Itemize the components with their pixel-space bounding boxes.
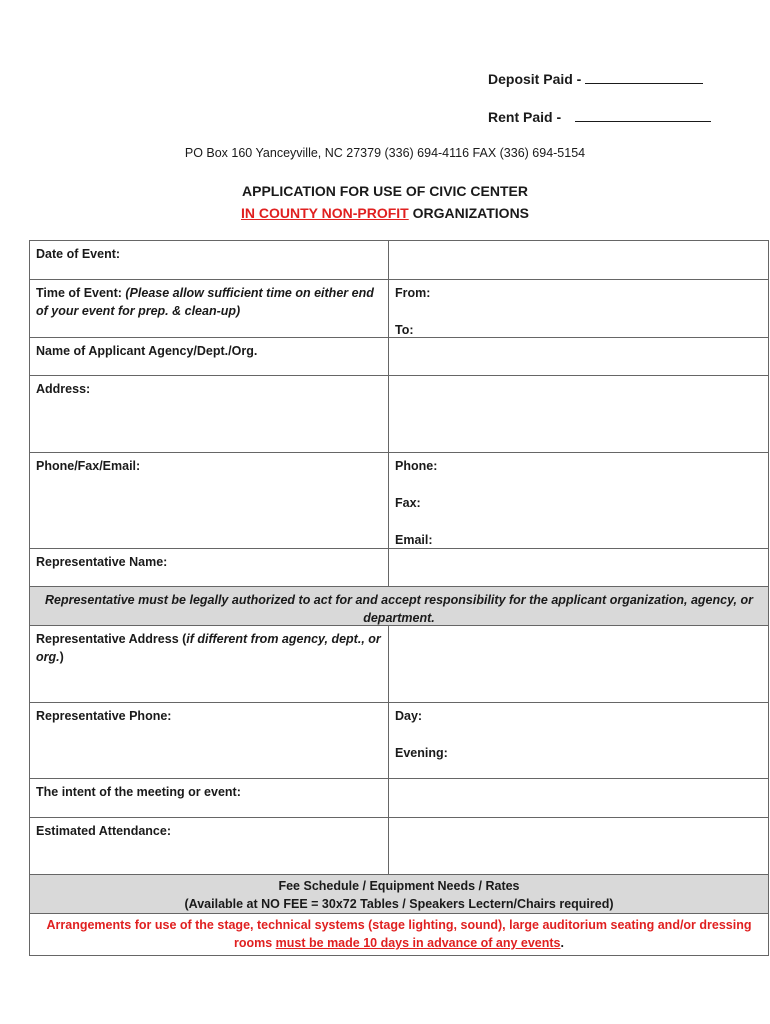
deposit-paid-line [488, 70, 703, 87]
rep-phone-fields [389, 703, 768, 778]
rent-paid-line [488, 108, 711, 125]
row-time-applicant [30, 280, 768, 376]
title-in-county: IN COUNTY NON-PROFIT [240, 205, 409, 221]
contact-address: PO Box 160 Yanceyville, NC 27379 (336) 694-4116 FAX (336) 694-5154 [184, 146, 586, 160]
row-rep-address [30, 626, 768, 703]
applicant-label: Name of Applicant Agency/Dept./Org. [30, 337, 388, 364]
contact-fields [389, 453, 768, 586]
rep-authorization-note: Representative must be legally authorized to act for and accept responsibility for the applicant organization, agency, or department. [30, 587, 768, 625]
title-line-1: APPLICATION FOR USE OF CIVIC CENTER [242, 183, 528, 199]
title-line-2 [0, 202, 770, 224]
fax-field[interactable]: Fax: [395, 496, 421, 510]
email-field[interactable]: Email: [395, 533, 433, 547]
row-date [30, 241, 768, 280]
arrangements-deadline: must be made 10 days in advance of any events [275, 936, 561, 950]
address-label: Address: [30, 376, 389, 452]
rep-name-field[interactable] [389, 548, 768, 587]
rep-address-field[interactable] [389, 626, 768, 702]
rep-address-label-b: if different from agency, dept., or org. [36, 632, 381, 664]
from-field[interactable]: From: [395, 286, 431, 300]
to-field[interactable]: To: [395, 323, 414, 337]
row-address [30, 376, 768, 453]
attendance-label: Estimated Attendance: [30, 818, 389, 874]
row-attendance [30, 818, 768, 875]
intent-field[interactable] [389, 779, 768, 817]
row-arrangements [30, 914, 768, 955]
date-field[interactable] [389, 241, 768, 279]
arrangements-period: . [560, 936, 564, 950]
contact-label: Phone/Fax/Email: [36, 459, 141, 473]
rep-address-label-a: Representative Address ( [36, 632, 187, 646]
deposit-paid-label: Deposit Paid - [488, 71, 582, 87]
time-label: Time of Event: [36, 286, 122, 300]
rep-phone-label: Representative Phone: [30, 703, 389, 778]
intent-label: The intent of the meeting or event: [30, 779, 389, 817]
day-field[interactable]: Day: [395, 709, 423, 723]
time-note: (Please allow sufficient time on either end of your event for prep. & clean-up) [36, 286, 374, 318]
time-label-wrap [36, 284, 382, 320]
rent-paid-blank[interactable] [575, 108, 711, 122]
applicant-field[interactable] [389, 337, 768, 376]
time-applicant-labels [30, 280, 389, 375]
row-intent [30, 779, 768, 818]
rent-paid-label: Rent Paid - [488, 109, 562, 125]
application-form [29, 240, 769, 956]
row-rep-phone [30, 703, 768, 779]
row-rep-note [30, 587, 768, 626]
contact-labels [30, 453, 389, 586]
rep-address-label [30, 626, 389, 702]
arrangements-text: Arrangements for use of the stage, technical systems (stage lighting, sound), large auditorium seating and/or dressing rooms [46, 918, 752, 950]
phone-field[interactable]: Phone: [395, 459, 438, 473]
attendance-field[interactable] [389, 818, 768, 874]
rep-address-label-c: ) [59, 650, 64, 664]
fee-schedule [30, 875, 768, 913]
arrangements-note [30, 914, 768, 955]
address-field[interactable] [389, 376, 768, 452]
deposit-paid-blank[interactable] [585, 70, 703, 84]
time-applicant-fields [389, 280, 768, 375]
date-label: Date of Event: [30, 241, 389, 279]
row-fee [30, 875, 768, 914]
row-contact [30, 453, 768, 587]
evening-field[interactable]: Evening: [395, 746, 448, 760]
form-title [0, 180, 770, 224]
fee-line-1: Fee Schedule / Equipment Needs / Rates [278, 879, 520, 893]
rep-name-label: Representative Name: [30, 548, 388, 575]
fee-line-2: (Available at NO FEE = 30x72 Tables / Speakers Lectern/Chairs required) [184, 897, 614, 911]
title-organizations: ORGANIZATIONS [408, 205, 530, 221]
